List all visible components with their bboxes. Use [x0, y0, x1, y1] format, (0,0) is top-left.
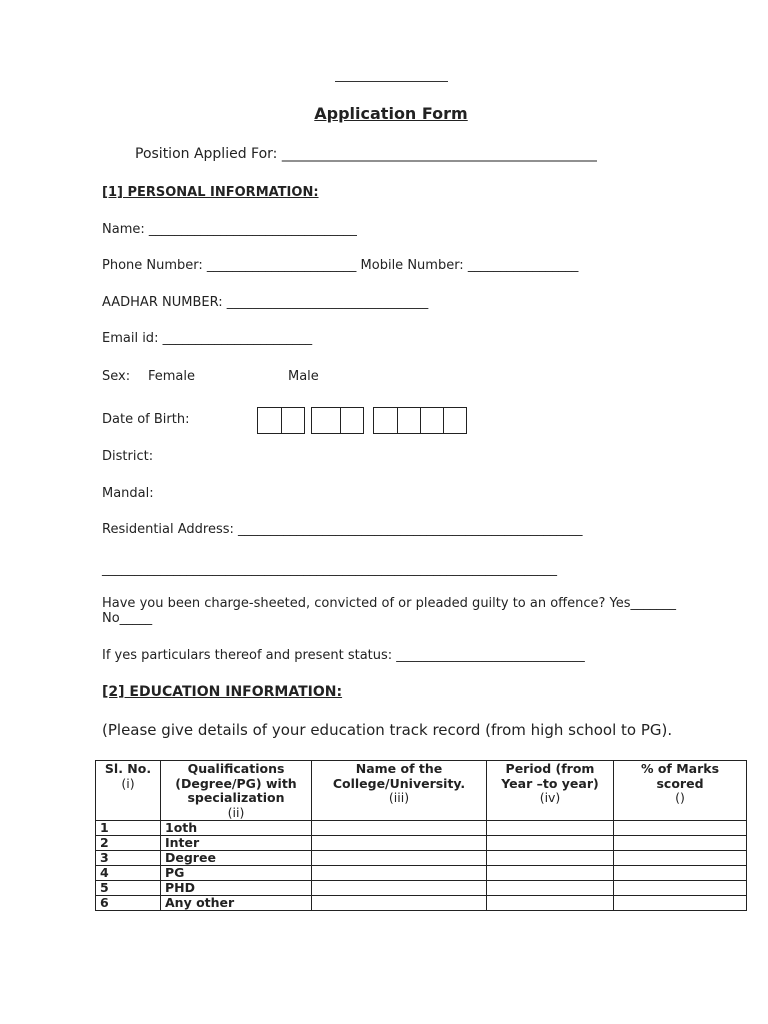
row-number: 1	[96, 821, 161, 836]
dob-year-boxes[interactable]	[373, 407, 467, 434]
row-number: 4	[96, 866, 161, 881]
row-number: 3	[96, 851, 161, 866]
period-cell[interactable]	[487, 821, 614, 836]
table-row	[96, 851, 747, 866]
sex-female-option[interactable]: Female	[148, 369, 196, 384]
row-qualification: PG	[161, 866, 312, 881]
college-cell[interactable]	[312, 866, 487, 881]
aadhar-field[interactable]: AADHAR NUMBER: _______________________________	[102, 295, 429, 310]
dob-day-digit-1[interactable]	[258, 408, 281, 433]
table-row	[96, 896, 747, 911]
college-cell[interactable]	[312, 821, 487, 836]
marks-cell[interactable]	[614, 821, 747, 836]
sex-label: Sex:	[102, 369, 131, 384]
period-cell[interactable]	[487, 881, 614, 896]
table-row	[96, 836, 747, 851]
row-qualification: Any other	[161, 896, 312, 911]
table-row	[96, 866, 747, 881]
row-qualification: 1oth	[161, 821, 312, 836]
row-number: 5	[96, 881, 161, 896]
name-field[interactable]: Name: ________________________________	[102, 222, 357, 237]
education-table-header	[96, 761, 747, 821]
table-row	[96, 881, 747, 896]
header-marks: % of Marks scored ()	[614, 761, 747, 821]
college-cell[interactable]	[312, 851, 487, 866]
period-cell[interactable]	[487, 866, 614, 881]
row-qualification: Degree	[161, 851, 312, 866]
education-note: (Please give details of your education track record (from high school to PG).	[102, 721, 673, 739]
college-cell[interactable]	[312, 881, 487, 896]
period-cell[interactable]	[487, 836, 614, 851]
header-rule	[335, 81, 448, 82]
page-title: Application Form	[314, 104, 468, 123]
header-period: Period (from Year –to year) (iv)	[487, 761, 614, 821]
row-number: 2	[96, 836, 161, 851]
marks-cell[interactable]	[614, 866, 747, 881]
dob-year-digit-4[interactable]	[443, 408, 466, 433]
dob-month-digit-1[interactable]	[312, 408, 340, 433]
offence-question[interactable]: Have you been charge-sheeted, convicted of or pleaded guilty to an offence? Yes_______	[102, 596, 677, 611]
sex-male-option[interactable]: Male	[288, 369, 319, 384]
education-table	[95, 760, 747, 911]
marks-cell[interactable]	[614, 851, 747, 866]
dob-day-boxes[interactable]	[257, 407, 305, 434]
district-field[interactable]: District:	[102, 449, 154, 464]
marks-cell[interactable]	[614, 836, 747, 851]
education-info-heading: [2] EDUCATION INFORMATION:	[102, 684, 343, 700]
dob-year-digit-2[interactable]	[397, 408, 420, 433]
dob-year-digit-3[interactable]	[420, 408, 443, 433]
row-qualification: Inter	[161, 836, 312, 851]
dob-label: Date of Birth:	[102, 412, 190, 427]
offence-no-option[interactable]: No_____	[102, 611, 153, 626]
header-qualifications: Qualifications (Degree/PG) with specialization (ii)	[161, 761, 312, 821]
residential-address-line2[interactable]: ______________________________________________________________________	[102, 562, 557, 577]
period-cell[interactable]	[487, 851, 614, 866]
dob-year-digit-1[interactable]	[374, 408, 397, 433]
row-qualification: PHD	[161, 881, 312, 896]
marks-cell[interactable]	[614, 881, 747, 896]
college-cell[interactable]	[312, 896, 487, 911]
marks-cell[interactable]	[614, 896, 747, 911]
dob-month-digit-2[interactable]	[340, 408, 363, 433]
residential-address-field[interactable]: Residential Address: _____________________________________________________	[102, 522, 583, 537]
college-cell[interactable]	[312, 836, 487, 851]
header-sl-no: Sl. No. (i)	[96, 761, 161, 821]
email-field[interactable]: Email id: _______________________	[102, 331, 313, 346]
particulars-field[interactable]: If yes particulars thereof and present status: _____________________________	[102, 648, 585, 663]
dob-month-boxes[interactable]	[311, 407, 364, 434]
table-row	[96, 821, 747, 836]
row-number: 6	[96, 896, 161, 911]
position-applied-field[interactable]: Position Applied For: _____________________________________________	[135, 146, 597, 162]
header-college: Name of the College/University. (iii)	[312, 761, 487, 821]
period-cell[interactable]	[487, 896, 614, 911]
mandal-field[interactable]: Mandal:	[102, 486, 154, 501]
personal-info-heading: [1] PERSONAL INFORMATION:	[102, 185, 319, 200]
dob-day-digit-2[interactable]	[281, 408, 304, 433]
phone-mobile-field[interactable]: Phone Number: _______________________ Mobile Number: _________________	[102, 258, 579, 273]
